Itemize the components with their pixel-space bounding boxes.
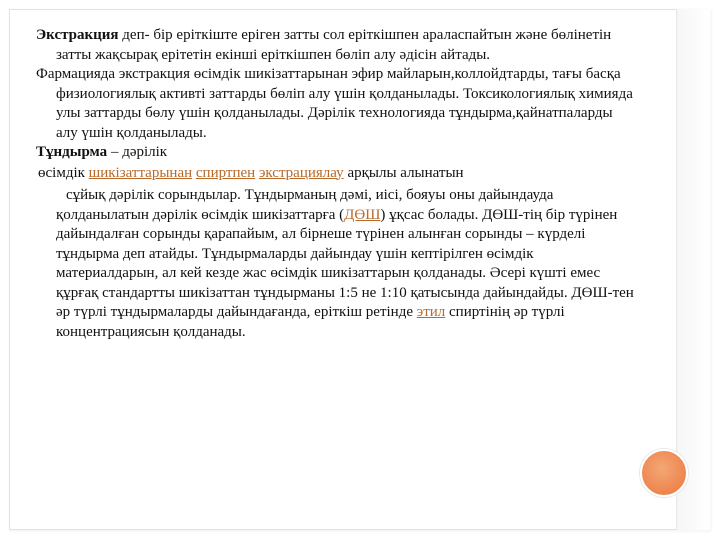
text: ) ұқсас болады. ДӨШ-тің бір түрінен дайындалған сорынды қарапайым, ал бірнеше түрінен алынған сорынды – күрделі тұндырма деп атайды. Тұндырмаларды дайындау үшін кептірілген өсімдік материалдарын, ал кей кезде жас өсімдік шикізаттарын қолданады. Әсері күшті емес құрғақ стандартты шикізаттан тұндырманы 1:5 не 1:10 қатысында дайындайды. ДӨШ-тен әр түрлі тұндырмаларды дайындағанда, еріткіш ретінде — [56, 206, 634, 320]
paragraph-pharmacy: Фармацияда экстракция өсімдік шикізаттарынан эфир майларын,коллойдтарды, тағы басқа физиологиялық активті заттарды бөліп алу үшін қолданылады. Токсикологиялық химияда улы заттарды бөлу үшін қолданылады. Дәрілік технологияда тұндырма,қайнатпаларды алу үшін қолданылады. — [36, 66, 633, 141]
text: өсімдік — [38, 164, 89, 181]
decorative-circle — [640, 449, 688, 497]
extraction-definition: деп- бір еріткіште еріген затты сол еріткішпен араласпайтын және бөлінетін затты жақсырақ ерітетін екінші еріткішпен бөліп алу әдісін айтады. — [56, 27, 612, 63]
link-ethyl[interactable]: этил — [416, 304, 446, 320]
paragraph-tincture-source — [36, 164, 636, 184]
link-alcohol[interactable]: спиртпен — [195, 164, 256, 181]
link-dosh[interactable]: ДӨШ — [344, 206, 381, 223]
paragraph-extraction — [36, 26, 636, 65]
term-extraction: Экстракция — [36, 27, 119, 43]
paragraph-tincture-heading — [36, 143, 636, 163]
tincture-intro: – дәрілік — [107, 144, 168, 160]
paragraph-tincture-body — [36, 186, 636, 342]
term-tincture: Тұндырма — [36, 144, 108, 160]
slide-body — [36, 26, 636, 342]
text: спиртінің әр түрлі концентрациясын қолданады. — [56, 304, 565, 340]
link-extraction[interactable]: экстрациялау — [258, 164, 344, 181]
text: сұйық дәрілік сорындылар. Тұндырманың дәмі, иісі, бояуы оны дайындауда қолданылатын дәрілік өсімдік шикізаттарға ( — [56, 187, 554, 223]
link-raw-materials[interactable]: шикізаттарынан — [88, 164, 193, 181]
text: арқылы алынатын — [343, 164, 464, 181]
side-band — [676, 9, 710, 530]
